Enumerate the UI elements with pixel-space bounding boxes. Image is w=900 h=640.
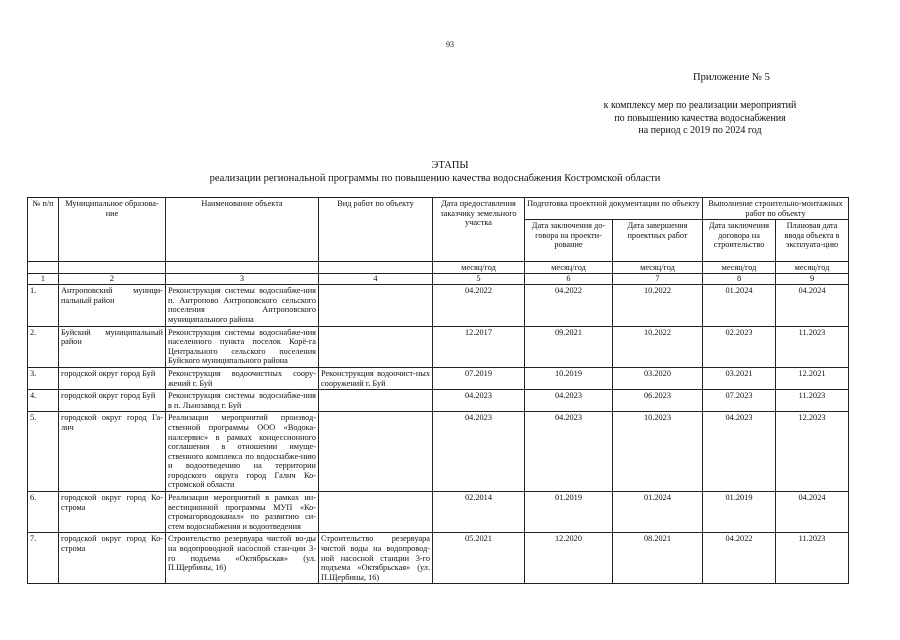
header-municipality: Муниципальное образова-ние — [59, 198, 166, 262]
row-object: Реализация мероприятий в рамках ин-вестиционной программы МУП «Ко-стромагорводоканал» по развитию си-стем водоснабжения и водоотведения — [166, 492, 319, 533]
table-row — [28, 285, 849, 326]
column-number: 8 — [703, 274, 776, 285]
header-design-group: Подготовка проектной документации по объекту — [525, 198, 703, 220]
column-number: 2 — [59, 274, 166, 285]
column-number: 7 — [613, 274, 703, 285]
row-work-type — [319, 326, 433, 367]
header-provision-date: Дата предоставления заказчику земельного участка — [433, 198, 525, 262]
row-work-type: Реконструкция водоочист-ных сооружений г. Буй — [319, 367, 433, 389]
row-municipality: городской округ город Буй — [59, 390, 166, 412]
row-design-completion-date: 10.2023 — [613, 412, 703, 492]
row-num: 6. — [28, 492, 59, 533]
row-construction-contract-date: 03.2021 — [703, 367, 776, 389]
unit-cell — [28, 262, 59, 274]
row-commissioning-date: 04.2024 — [776, 492, 849, 533]
row-work-type — [319, 390, 433, 412]
row-design-contract-date: 04.2023 — [525, 412, 613, 492]
unit-cell: месяц/год — [776, 262, 849, 274]
header-object: Наименование объекта — [166, 198, 319, 262]
row-design-completion-date: 08.2021 — [613, 533, 703, 584]
row-object: Строительство резервуара чистой во-ды на водопроводной насосной стан-ции 3-го подъема «Октябрьская» (ул. П.Щербины, 16) — [166, 533, 319, 584]
row-construction-contract-date: 07.2023 — [703, 390, 776, 412]
table-row — [28, 390, 849, 412]
row-design-contract-date: 01.2019 — [525, 492, 613, 533]
table-row — [28, 326, 849, 367]
row-design-completion-date: 06.2023 — [613, 390, 703, 412]
column-number: 1 — [28, 274, 59, 285]
row-commissioning-date: 11.2023 — [776, 390, 849, 412]
row-object: Реконструкция системы водоснабже-ния п. Антропово Антроповского сельского поселения Антроповского муниципального района — [166, 285, 319, 326]
row-provision-date: 04.2023 — [433, 390, 525, 412]
unit-cell: месяц/год — [703, 262, 776, 274]
row-provision-date: 05.2021 — [433, 533, 525, 584]
header-design-completion-date: Дата завершения проектных работ — [613, 220, 703, 262]
row-design-completion-date: 03.2020 — [613, 367, 703, 389]
row-municipality: городской округ город Га-лич — [59, 412, 166, 492]
row-num: 5. — [28, 412, 59, 492]
row-municipality: городской округ город Буй — [59, 367, 166, 389]
appendix-subtitle — [570, 100, 830, 138]
row-object: Реконструкция водоочистных соору-жений г. Буй — [166, 367, 319, 389]
row-object: Реконструкция системы водоснабже-ния населенного пункта поселок Корё-га Центрального сельского поселения Буйского муниципального района — [166, 326, 319, 367]
row-design-contract-date: 04.2022 — [525, 285, 613, 326]
stages-table — [27, 197, 849, 584]
unit-cell: месяц/год — [613, 262, 703, 274]
column-number: 5 — [433, 274, 525, 285]
header-commissioning-date: Плановая дата ввода объекта в эксплуата-цию — [776, 220, 849, 262]
row-construction-contract-date: 02.2023 — [703, 326, 776, 367]
column-number: 9 — [776, 274, 849, 285]
row-provision-date: 04.2023 — [433, 412, 525, 492]
unit-cell — [166, 262, 319, 274]
table-row — [28, 412, 849, 492]
row-commissioning-date: 12.2021 — [776, 367, 849, 389]
row-design-contract-date: 12.2020 — [525, 533, 613, 584]
row-num: 2. — [28, 326, 59, 367]
row-design-completion-date: 10.2022 — [613, 326, 703, 367]
column-number: 4 — [319, 274, 433, 285]
column-number: 3 — [166, 274, 319, 285]
row-commissioning-date: 11.2023 — [776, 533, 849, 584]
column-number: 6 — [525, 274, 613, 285]
row-construction-contract-date: 04.2023 — [703, 412, 776, 492]
row-work-type — [319, 492, 433, 533]
row-provision-date: 04.2022 — [433, 285, 525, 326]
unit-cell: месяц/год — [525, 262, 613, 274]
subtitle-line: на период с 2019 по 2024 год — [638, 125, 762, 136]
header-construction-contract-date: Дата заключения договора на строительство — [703, 220, 776, 262]
heading-title: ЭТАПЫ — [431, 160, 469, 171]
row-object: Реализация мероприятий производ-ственной программы ООО «Водока-налсервис» в рамках концессионного соглашения в отношении имуще-ственного комплекса по водоснабже-нию и водоотведению на территории городского округа город Галич Ко-стромской области — [166, 412, 319, 492]
unit-cell — [319, 262, 433, 274]
header-num: № п/п — [28, 198, 59, 262]
row-provision-date: 07.2019 — [433, 367, 525, 389]
document-heading — [0, 159, 900, 185]
appendix-title: Приложение № 5 — [693, 72, 770, 83]
page-number: 93 — [446, 40, 454, 49]
row-num: 4. — [28, 390, 59, 412]
row-num: 3. — [28, 367, 59, 389]
row-design-contract-date: 09.2021 — [525, 326, 613, 367]
row-municipality: Буйский муниципальный район — [59, 326, 166, 367]
heading-subtitle: реализации региональной программы по повышению качества водоснабжения Костромской области — [209, 173, 661, 184]
row-design-contract-date: 10.2019 — [525, 367, 613, 389]
row-commissioning-date: 12.2023 — [776, 412, 849, 492]
row-commissioning-date: 04.2024 — [776, 285, 849, 326]
row-num: 1. — [28, 285, 59, 326]
header-design-contract-date: Дата заключения до-говора на проекти-рование — [525, 220, 613, 262]
row-municipality: городской округ город Ко-строма — [59, 492, 166, 533]
header-work-type: Вид работ по объекту — [319, 198, 433, 262]
row-construction-contract-date: 04.2022 — [703, 533, 776, 584]
row-construction-contract-date: 01.2019 — [703, 492, 776, 533]
row-design-completion-date: 01.2024 — [613, 492, 703, 533]
unit-cell — [59, 262, 166, 274]
row-municipality: Антроповский муници-пальный район — [59, 285, 166, 326]
table-row — [28, 367, 849, 389]
row-work-type: Строительство резервуара чистой воды на водопровод-ной насосной станции 3-го подъема «Октябрьская» (ул. П.Щербины, 16) — [319, 533, 433, 584]
row-num: 7. — [28, 533, 59, 584]
unit-cell: месяц/год — [433, 262, 525, 274]
row-work-type — [319, 285, 433, 326]
header-construction-group: Выполнение строительно-монтажных работ по объекту — [703, 198, 849, 220]
row-provision-date: 02.2014 — [433, 492, 525, 533]
table-row — [28, 492, 849, 533]
subtitle-line: к комплексу мер по реализации мероприятий — [603, 100, 797, 111]
row-design-completion-date: 10.2022 — [613, 285, 703, 326]
row-provision-date: 12.2017 — [433, 326, 525, 367]
subtitle-line: по повышению качества водоснабжения — [614, 112, 786, 124]
row-design-contract-date: 04.2023 — [525, 390, 613, 412]
row-commissioning-date: 11.2023 — [776, 326, 849, 367]
row-work-type — [319, 412, 433, 492]
row-construction-contract-date: 01.2024 — [703, 285, 776, 326]
row-municipality: городской округ город Ко-строма — [59, 533, 166, 584]
table-row — [28, 533, 849, 584]
row-object: Реконструкция системы водоснабже-ния в п. Льнозавод г. Буй — [166, 390, 319, 412]
